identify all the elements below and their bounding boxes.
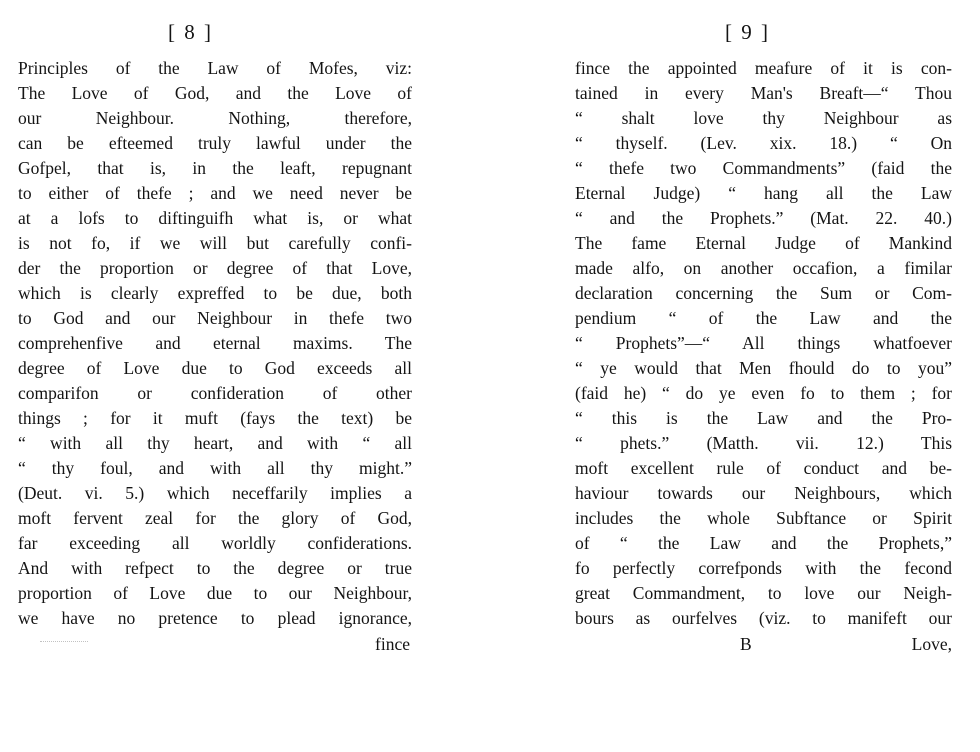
text-line: things ; for it muft (fays the text) be xyxy=(18,408,412,428)
text-line: bours as ourfelves (viz. to manifeft our xyxy=(575,608,952,628)
catchword: fince xyxy=(375,634,410,654)
signature-mark: B xyxy=(740,634,752,654)
text-line: “ ye would that Men fhould do to you” xyxy=(575,358,952,378)
text-line: made alfo, on another occafion, a fimilar xyxy=(575,258,952,278)
text-line: “ Prophets”—“ All things whatfoever xyxy=(575,333,952,353)
left-page-footer xyxy=(18,632,412,657)
text-line: “ shalt love thy Neighbour as xyxy=(575,108,952,128)
text-line: Principles of the Law of Mofes, viz: xyxy=(18,58,412,78)
right-page-number: [ 9 ] xyxy=(725,20,770,44)
text-line: declaration concerning the Sum or Com- xyxy=(575,283,952,303)
text-line: includes the whole Subftance or Spirit xyxy=(575,508,952,528)
text-line: Eternal Judge) “ hang all the Law xyxy=(575,183,952,203)
text-line: And with refpect to the degree or true xyxy=(18,558,412,578)
text-line: “ this is the Law and the Pro- xyxy=(575,408,952,428)
text-line: haviour towards our Neighbours, which xyxy=(575,483,952,503)
catchword: Love, xyxy=(911,634,952,654)
text-line: moft fervent zeal for the glory of God, xyxy=(18,508,412,528)
text-line: of “ the Law and the Prophets,” xyxy=(575,533,952,553)
text-line: fince the appointed meafure of it is con- xyxy=(575,58,952,78)
text-line: far exceeding all worldly confiderations. xyxy=(18,533,412,553)
text-line: The fame Eternal Judge of Mankind xyxy=(575,233,952,253)
text-line: moft excellent rule of conduct and be- xyxy=(575,458,952,478)
text-line: great Commandment, to love our Neigh- xyxy=(575,583,952,603)
left-page-number: [ 8 ] xyxy=(168,20,213,44)
text-line: can be efteemed truly lawful under the xyxy=(18,133,412,153)
text-line: The Love of God, and the Love of xyxy=(18,83,412,103)
right-page-footer xyxy=(575,632,952,657)
text-line: “ thyself. (Lev. xix. 18.) “ On xyxy=(575,133,952,153)
text-line: “ phets.” (Matth. vii. 12.) This xyxy=(575,433,952,453)
text-line: tained in every Man's Breaft—“ Thou xyxy=(575,83,952,103)
text-line: comparifon or confideration of other xyxy=(18,383,412,403)
text-line: fo perfectly correfponds with the fecond xyxy=(575,558,952,578)
text-line: degree of Love due to God exceeds all xyxy=(18,358,412,378)
text-line: proportion of Love due to our Neighbour, xyxy=(18,583,412,603)
text-line: to either of thefe ; and we need never be xyxy=(18,183,412,203)
text-line: “ with all thy heart, and with “ all xyxy=(18,433,412,453)
text-line: (Deut. vi. 5.) which neceffarily implies a xyxy=(18,483,412,503)
text-line: “ and the Prophets.” (Mat. 22. 40.) xyxy=(575,208,952,228)
text-line: (faid he) “ do ye even fo to them ; for xyxy=(575,383,952,403)
text-line: Gofpel, that is, in the leaft, repugnant xyxy=(18,158,412,178)
text-line: “ thefe two Commandments” (faid the xyxy=(575,158,952,178)
text-line: “ thy foul, and with all thy might.” xyxy=(18,458,412,478)
text-line: which is clearly expreffed to be due, both xyxy=(18,283,412,303)
text-line: comprehenfive and eternal maxims. The xyxy=(18,333,412,353)
text-line: is not fo, if we will but carefully confi- xyxy=(18,233,412,253)
text-line: our Neighbour. Nothing, therefore, xyxy=(18,108,412,128)
text-line: we have no pretence to plead ignorance, xyxy=(18,608,412,628)
right-page-text xyxy=(575,56,952,631)
text-line: to God and our Neighbour in thefe two xyxy=(18,308,412,328)
left-page-text xyxy=(18,56,412,631)
text-line: pendium “ of the Law and the xyxy=(575,308,952,328)
text-line: at a lofs to diftinguifh what is, or what xyxy=(18,208,412,228)
text-line: der the proportion or degree of that Love, xyxy=(18,258,412,278)
